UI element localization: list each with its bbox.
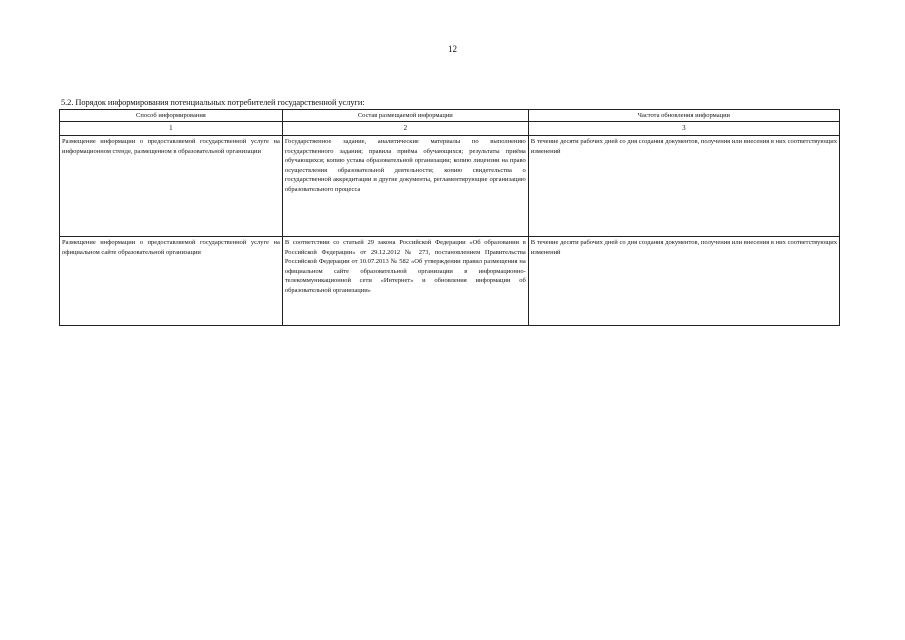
- method-cell: Размещение информации о предоставляемой государственной услуге на информационном стенде, размещенном в образовательной организации: [60, 136, 283, 237]
- table-row: [60, 136, 840, 237]
- column-number-3: 3: [528, 122, 839, 136]
- column-header-method: Способ информирования: [60, 110, 283, 122]
- page-number: 12: [448, 44, 457, 54]
- method-cell: Размещение информации о предоставляемой государственной услуге на официальном сайте образовательной организации: [60, 237, 283, 326]
- column-number-row: [60, 122, 840, 136]
- section-heading: 5.2. Порядок информирования потенциальных потребителей государственной услуги:: [61, 98, 365, 107]
- table-header-row: [60, 110, 840, 122]
- table-row: [60, 237, 840, 326]
- content-cell: В соответствии со статьей 29 закона Российской Федерации «Об образовании в Российской Федерации» от 29.12.2012 № 273, постановлением Правительства Российской Федерации от 10.07.2013 № 582 «Об утверждении правил размещения на официальном сайте образовательной организации в информационно-телекоммуникационной сети «Интернет» и обновления информации об образовательной организации»: [282, 237, 528, 326]
- informing-procedure-table: [59, 109, 840, 326]
- content-cell: Государственное задание, аналитические материалы по выполнению государственного задания; правила приёма обучающихся; результаты приёма обучающихся; копию устава образовательной организации; копию лицензии на право осуществления образовательной деятельности; копию свидетельства о государственной аккредитации и другие документы, регламентирующие организацию образовательного процесса: [282, 136, 528, 237]
- column-number-2: 2: [282, 122, 528, 136]
- column-number-1: 1: [60, 122, 283, 136]
- frequency-cell: В течение десяти рабочих дней со дня создания документов, получения или внесения в них соответствующих изменений: [528, 237, 839, 326]
- column-header-content: Состав размещаемой информации: [282, 110, 528, 122]
- frequency-cell: В течение десяти рабочих дней со дня создания документов, получения или внесения в них соответствующих изменений: [528, 136, 839, 237]
- column-header-frequency: Частота обновления информации: [528, 110, 839, 122]
